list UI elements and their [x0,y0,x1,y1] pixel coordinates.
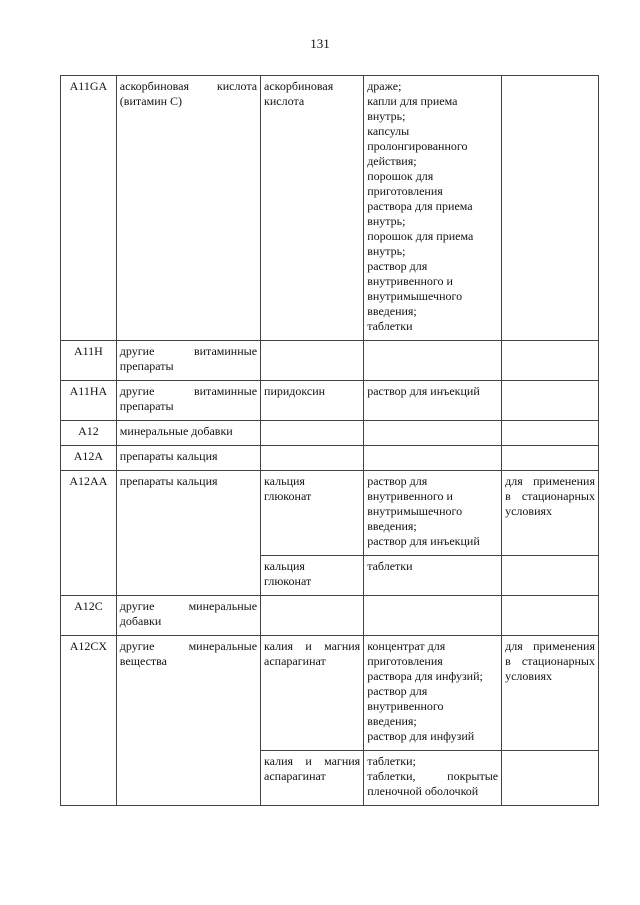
atc-code-cell: A12 [61,421,117,446]
form-line: раствор для инъекций [367,534,480,548]
inn-word: калия [264,639,294,653]
dosage-form-cell [364,636,502,751]
table-row [61,381,599,421]
form-line: внутрь; [367,109,406,123]
form-line: приготовления [367,184,443,198]
inn-cell [261,341,364,381]
dosage-form-cell: раствор для инъекций [364,381,502,421]
dosage-form-cell [364,471,502,556]
inn-word: калия [264,754,294,768]
form-line: внутримышечного [367,289,463,303]
inn-line: кальция [264,559,305,573]
form-line: внутрь; [367,244,406,258]
page-number: 131 [310,36,330,51]
group-word: другие [119,344,155,358]
note-word: стационарных [521,654,595,668]
atc-code-cell: A12C [61,596,117,636]
form-line: введения; [367,519,417,533]
form-line: введения; [367,714,417,728]
note-word: для [505,474,523,488]
atc-code-cell: A12CX [61,636,117,806]
group-line: добавки [119,614,162,628]
inn-word: и [305,754,312,768]
table-row [61,636,599,751]
dosage-form-cell [364,421,502,446]
group-line: (витамин С) [119,94,183,108]
note-cell [502,421,599,446]
note-cell [502,751,599,806]
form-line: раствор для [367,259,428,273]
note-cell [502,381,599,421]
dosage-form-cell: таблетки [364,556,502,596]
note-cell [502,556,599,596]
dosage-form-cell [364,596,502,636]
inn-word: магния [324,639,361,653]
group-name-cell: препараты кальция [116,446,260,471]
dosage-form-cell [364,751,502,806]
form-line: внутримышечного [367,504,463,518]
inn-cell: пиридоксин [261,381,364,421]
form-line: раствор для инфузий [367,729,475,743]
note-word: применения [533,639,595,653]
group-line: препараты [119,359,174,373]
inn-word: магния [324,754,361,768]
note-cell [502,76,599,341]
form-line: раствор для [367,684,428,698]
form-line: таблетки; [367,754,416,768]
table-row [61,76,599,341]
group-name-cell [116,341,260,381]
group-line: препараты [119,399,174,413]
inn-cell [261,636,364,751]
group-word: другие [119,639,155,653]
group-word: другие [119,384,155,398]
form-line: раствор для [367,474,428,488]
inn-line: глюконат [264,489,312,503]
inn-cell [261,596,364,636]
inn-line: аскорбиновая [264,79,334,93]
group-name-cell [116,76,260,341]
form-line: капли для приема [367,94,458,108]
form-line: пленочной оболочкой [367,784,479,798]
form-line: введения; [367,304,417,318]
inn-cell [261,76,364,341]
note-word: применения [533,474,595,488]
form-word: покрытые [447,769,499,783]
group-word: другие [119,599,155,613]
note-cell [502,446,599,471]
inn-line: кальция [264,474,305,488]
form-line: раствора для приема [367,199,473,213]
table-row [61,596,599,636]
form-line: таблетки [367,319,413,333]
inn-cell [261,421,364,446]
group-name-cell [116,381,260,421]
group-name-cell: минеральные добавки [116,421,260,446]
dosage-form-cell [364,76,502,341]
form-line: внутривенного и [367,274,453,288]
group-word: минеральные [188,599,258,613]
atc-code-cell: A12AA [61,471,117,596]
form-word: таблетки, [367,769,416,783]
form-line: концентрат для [367,639,446,653]
form-line: внутривенного и [367,489,453,503]
note-cell [502,471,599,556]
inn-line: глюконат [264,574,312,588]
form-line: капсулы [367,124,410,138]
table-row [61,446,599,471]
form-line: приготовления [367,654,443,668]
atc-code-cell: A12A [61,446,117,471]
group-word: витаминные [193,384,258,398]
group-word: аскорбиновая [119,79,189,93]
group-name-cell: препараты кальция [116,471,260,596]
form-line: порошок для приема [367,229,474,243]
note-line: условиях [505,504,553,518]
note-cell [502,636,599,751]
form-line: пролонгированного [367,139,468,153]
table-row [61,421,599,446]
atc-code-cell: A11H [61,341,117,381]
form-line: раствора для инфузий; [367,669,483,683]
dosage-form-cell [364,341,502,381]
dosage-form-cell [364,446,502,471]
table-row [61,341,599,381]
form-line: внутривенного [367,699,444,713]
group-name-cell [116,596,260,636]
inn-cell [261,751,364,806]
form-line: порошок для [367,169,434,183]
note-word: в [505,654,511,668]
inn-line: аспарагинат [264,654,326,668]
group-word: кислота [216,79,258,93]
inn-word: и [305,639,312,653]
form-line: действия; [367,154,417,168]
inn-cell [261,556,364,596]
table-row [61,471,599,556]
note-cell [502,341,599,381]
group-name-cell [116,636,260,806]
note-cell [502,596,599,636]
group-word: минеральные [188,639,258,653]
inn-cell [261,471,364,556]
form-line: драже; [367,79,402,93]
atc-code-cell: A11GA [61,76,117,341]
note-word: в [505,489,511,503]
note-line: условиях [505,669,553,683]
inn-line: кислота [264,94,305,108]
inn-cell [261,446,364,471]
inn-line: аспарагинат [264,769,326,783]
group-line: вещества [119,654,167,668]
atc-code-cell: A11HA [61,381,117,421]
drug-classification-table [60,75,599,806]
group-word: витаминные [193,344,258,358]
form-line: внутрь; [367,214,406,228]
note-word: для [505,639,523,653]
note-word: стационарных [521,489,595,503]
